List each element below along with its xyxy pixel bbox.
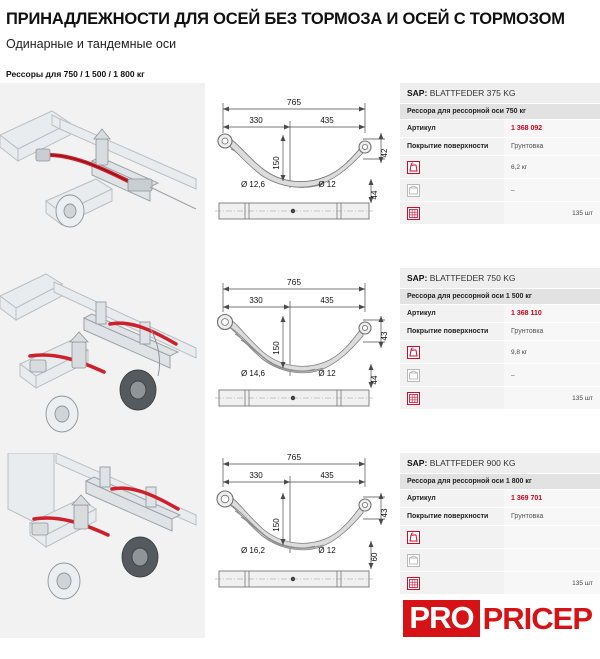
product-drawing-3 [205, 453, 400, 638]
chassis-illustration-2 [0, 268, 205, 453]
carton-icon-cell-3 [400, 549, 504, 571]
dim-thickness-1: 44 [370, 190, 379, 200]
part-label-1: Артикул [400, 120, 504, 137]
table-row [400, 490, 600, 508]
dim-left-3: 330 [249, 471, 263, 480]
dim-height-2: 150 [272, 341, 281, 355]
sap-header-2 [400, 268, 600, 289]
table-title-1: Рессора для рессорной оси 750 кг [400, 104, 600, 120]
dim-eye-left-1: Ø 12,6 [240, 180, 266, 189]
pallet-icon-cell-1 [400, 202, 504, 224]
sap-value-3: BLATTFEDER 900 KG [429, 458, 516, 468]
sap-prefix-1: SAP: [407, 88, 428, 98]
coating-label-3: Покрытие поверхности [400, 508, 504, 525]
carton-icon [407, 184, 420, 197]
coating-value-3: Грунтовка [504, 508, 600, 525]
table-row [400, 323, 600, 341]
pallet-icon [407, 392, 420, 405]
pallet-value-1: 135 шт [504, 202, 600, 224]
carton-value-2: – [504, 364, 600, 386]
product-drawing-2 [205, 268, 400, 453]
part-value-2: 1 368 110 [504, 305, 600, 322]
weight-icon-cell-3 [400, 526, 504, 548]
part-value-1: 1 368 092 [504, 120, 600, 137]
weight-value-3 [504, 526, 600, 548]
carton-icon-cell-1 [400, 179, 504, 201]
table-row [400, 305, 600, 323]
table-title-2: Рессора для рессорной оси 1 500 кг [400, 289, 600, 305]
spring-dimension-drawing-1 [205, 83, 400, 268]
dim-height-3: 150 [272, 518, 281, 532]
spring-dimension-drawing-2 [205, 268, 400, 453]
part-value-3: 1 369 701 [504, 490, 600, 507]
dim-left-1: 330 [249, 116, 263, 125]
product-photo-1 [0, 83, 205, 268]
carton-icon [407, 554, 420, 567]
weight-icon [407, 346, 420, 359]
dim-eye-right-3: Ø 12 [318, 546, 336, 555]
table-row [400, 179, 600, 202]
dim-eye-right-2: Ø 12 [318, 369, 336, 378]
table-row [400, 156, 600, 179]
spec-table-1 [400, 83, 600, 268]
weight-icon [407, 161, 420, 174]
dim-right-1: 435 [320, 116, 334, 125]
coating-value-1: Грунтовка [504, 138, 600, 155]
sap-header-3 [400, 453, 600, 474]
weight-icon-cell-2 [400, 341, 504, 363]
weight-icon [407, 531, 420, 544]
dim-eye-left-2: Ø 14,6 [240, 369, 266, 378]
table-row [400, 549, 600, 572]
dim-thickness-2: 44 [370, 375, 379, 385]
table-title-3: Рессора для рессорной оси 1 800 кг [400, 474, 600, 490]
chassis-illustration-3 [0, 453, 205, 638]
product-drawing-1 [205, 83, 400, 268]
table-row [400, 387, 600, 410]
product-photo-2 [0, 268, 205, 453]
table-row [400, 572, 600, 595]
part-label-3: Артикул [400, 490, 504, 507]
coating-label-1: Покрытие поверхности [400, 138, 504, 155]
page-subtitle: Одинарные и тандемные оси [6, 37, 177, 51]
pallet-icon-cell-3 [400, 572, 504, 594]
coating-value-2: Грунтовка [504, 323, 600, 340]
weight-value-1: 6,2 кг [504, 156, 600, 178]
dim-left-2: 330 [249, 296, 263, 305]
table-row [400, 138, 600, 156]
dim-thickness-3: 60 [370, 552, 379, 562]
weight-icon-cell-1 [400, 156, 504, 178]
product-photo-3 [0, 453, 205, 638]
dim-eye-right-1: Ø 12 [318, 180, 336, 189]
sap-value-1: BLATTFEDER 375 KG [429, 88, 516, 98]
spec-table-2 [400, 268, 600, 453]
pallet-icon [407, 577, 420, 590]
sap-header-1 [400, 83, 600, 104]
dim-right-3: 435 [320, 471, 334, 480]
dim-total-2: 765 [286, 277, 302, 287]
dim-side-3: 43 [380, 508, 389, 518]
chassis-illustration-1 [0, 83, 205, 268]
table-row [400, 526, 600, 549]
dim-height-1: 150 [272, 156, 281, 170]
pallet-value-2: 135 шт [504, 387, 600, 409]
page-title: ПРИНАДЛЕЖНОСТИ ДЛЯ ОСЕЙ БЕЗ ТОРМОЗА И ОСЕЙ С ТОРМОЗОМ [6, 10, 565, 28]
dim-eye-left-3: Ø 16,2 [240, 546, 266, 555]
dim-side-1: 42 [380, 148, 389, 158]
watermark [403, 600, 592, 637]
carton-icon [407, 369, 420, 382]
table-row [400, 341, 600, 364]
pallet-value-3: 135 шт [504, 572, 600, 594]
watermark-text: PRICEP [482, 601, 592, 636]
dim-total-3: 765 [286, 453, 302, 462]
section-label: Рессоры для 750 / 1 500 / 1 800 кг [6, 69, 145, 79]
product-row [0, 83, 600, 268]
table-row [400, 120, 600, 138]
carton-value-3 [504, 549, 600, 571]
pallet-icon-cell-2 [400, 387, 504, 409]
page-header [0, 0, 600, 83]
spring-dimension-drawing-3 [205, 453, 400, 638]
table-row [400, 364, 600, 387]
watermark-box: PRO [403, 600, 479, 637]
sap-prefix-3: SAP: [407, 458, 428, 468]
dim-right-2: 435 [320, 296, 334, 305]
carton-icon-cell-2 [400, 364, 504, 386]
sap-prefix-2: SAP: [407, 273, 428, 283]
table-row [400, 202, 600, 225]
part-label-2: Артикул [400, 305, 504, 322]
dim-total-1: 765 [286, 97, 302, 107]
dim-side-2: 43 [380, 331, 389, 341]
pallet-icon [407, 207, 420, 220]
product-row [0, 268, 600, 453]
coating-label-2: Покрытие поверхности [400, 323, 504, 340]
carton-value-1: – [504, 179, 600, 201]
sap-value-2: BLATTFEDER 750 KG [429, 273, 516, 283]
table-row [400, 508, 600, 526]
weight-value-2: 9,8 кг [504, 341, 600, 363]
